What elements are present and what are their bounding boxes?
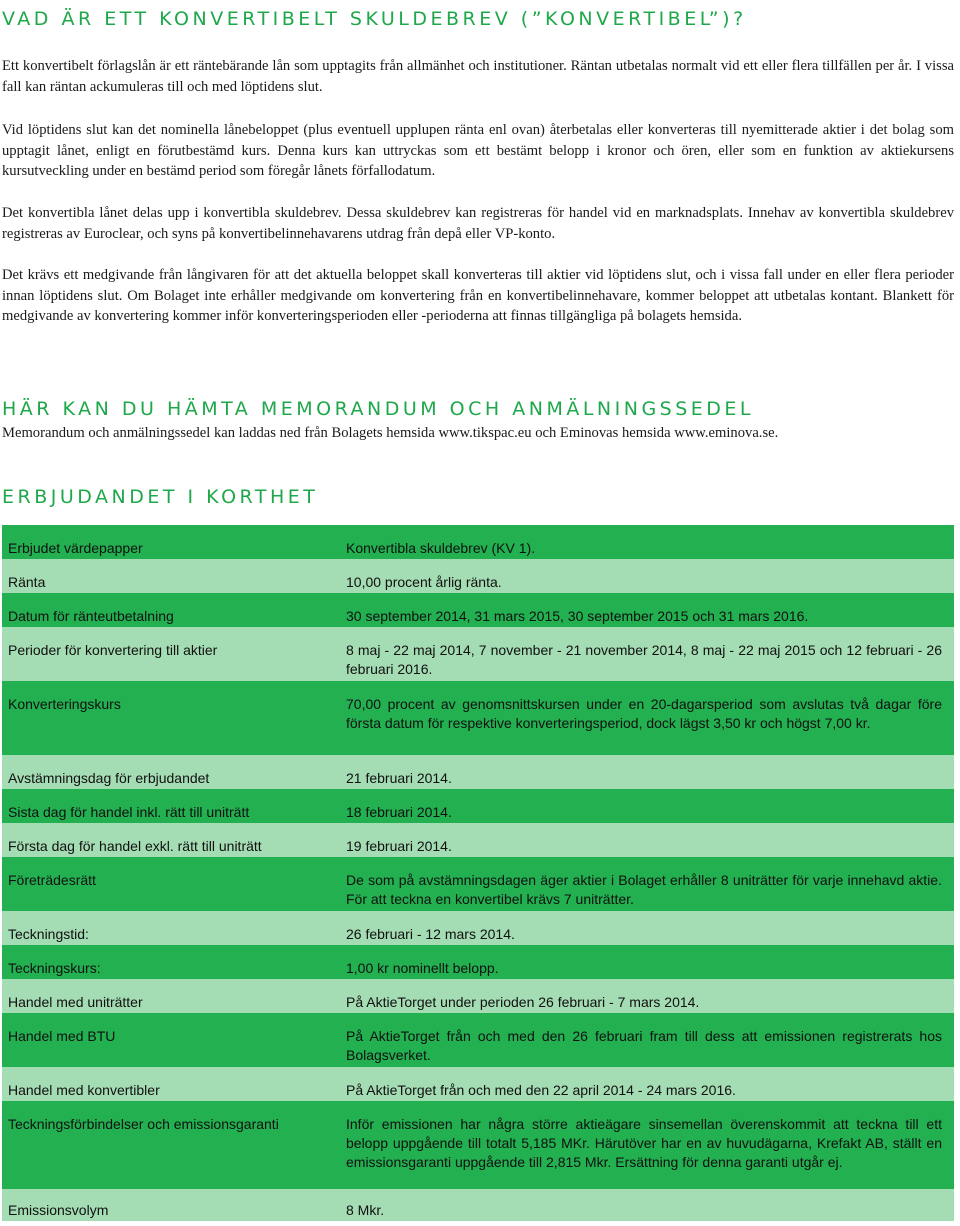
- row-label: Datum för ränteutbetalning: [8, 608, 174, 624]
- table-row: [2, 857, 954, 911]
- row-label: Handel med konvertibler: [8, 1082, 160, 1098]
- row-value: 19 februari 2014.: [346, 838, 452, 854]
- table-row: [2, 627, 954, 681]
- row-value: 1,00 kr nominellt belopp.: [346, 960, 499, 976]
- row-label: Erbjudet värdepapper: [8, 540, 143, 556]
- split-paragraph: Det konvertibla lånet delas upp i konvertibla skuldebrev. Dessa skuldebrev kan registreras för handel vid en marknadsplats. Innehav av konvertibla skuldebrev registreras av Euroclear, och syns på konvertibelinnehavarens utdrag från depå eller VP-konto.: [2, 205, 954, 242]
- row-value: På AktieTorget under perioden 26 februari - 7 mars 2014.: [346, 994, 700, 1010]
- row-value: Konvertibla skuldebrev (KV 1).: [346, 540, 536, 556]
- row-label: Företrädesrätt: [8, 872, 96, 888]
- offer-table: [2, 525, 954, 1221]
- row-value: 10,00 procent årlig ränta.: [346, 574, 502, 590]
- row-value: 8 Mkr.: [346, 1202, 385, 1218]
- table-row: [2, 1101, 954, 1189]
- row-label: Handel med BTU: [8, 1028, 116, 1044]
- row-value: 21 februari 2014.: [346, 770, 452, 786]
- row-value: På AktieTorget från och med den 26 februari fram till dess att emissionen registrerats hos Bolagsverket.: [346, 1028, 942, 1063]
- row-label: Teckningstid:: [8, 926, 89, 942]
- row-label: Perioder för konvertering till aktier: [8, 642, 218, 658]
- row-value: På AktieTorget från och med den 22 april 2014 - 24 mars 2016.: [346, 1082, 736, 1098]
- intro-paragraph: Ett konvertibelt förlagslån är ett räntebärande lån som upptagits från allmänhet och institutioner. Räntan utbetalas normalt vid ett eller flera tillfällen per år. I vissa fall kan räntan ackumuleras till och med löptidens slut.: [2, 58, 954, 95]
- table-row: [2, 1013, 954, 1067]
- table-row: [2, 559, 954, 593]
- row-value: 26 februari - 12 mars 2014.: [346, 926, 515, 942]
- row-value: 18 februari 2014.: [346, 804, 452, 820]
- row-label: Sista dag för handel inkl. rätt till uniträtt: [8, 804, 250, 820]
- row-label: Konverteringskurs: [8, 696, 121, 712]
- table-row: [2, 789, 954, 823]
- row-label: Ränta: [8, 574, 46, 590]
- table-row: [2, 823, 954, 857]
- table-row: [2, 1189, 954, 1221]
- maturity-paragraph: Vid löptidens slut kan det nominella lånebeloppet (plus eventuell upplupen ränta enl ovan) återbetalas eller konverteras till nyemitterade aktier i det bolag som upptagit lånet, enligt en förutbestämd kurs. Denna kurs kan uttryckas som ett bestämt belopp i kronor och ören, eller som en funktion av aktiekursens kursutveckling under en bestämd period som föregår lånets förfallodatum.: [2, 122, 954, 180]
- row-value: Inför emissionen har några större aktieägare sinsemellan överenskommit att teckna till ett belopp uppgående till totalt 5,185 MKr. Härutöver har en av huvudägarna, Krefakt AB, ställt en emissionsgaranti uppgående till 2,815 Mkr. Ersättning för denna garanti utgår ej.: [346, 1116, 942, 1170]
- table-row: [2, 525, 954, 559]
- table-row: [2, 945, 954, 979]
- table-row: [2, 979, 954, 1013]
- consent-paragraph: Det krävs ett medgivande från långivaren för att det aktuella beloppet skall konverteras till aktier vid löptidens slut, och i vissa fall under en eller flera perioder innan löptidens slut. Om Bolaget inte erhåller medgivande om konvertering från en konvertibelinnehavare, kommer beloppet att utbetalas kontant. Blankett för medgivande av konvertering kommer inför konverteringsperioden eller -perioderna att finnas tillgängliga på bolagets hemsida.: [2, 267, 954, 325]
- table-row: [2, 755, 954, 789]
- row-label: Första dag för handel exkl. rätt till uniträtt: [8, 838, 262, 854]
- row-value: 70,00 procent av genomsnittskursen under en 20-dagarsperiod som avslutas två dagar före första datum för respektive konverteringsperiod, dock lägst 3,50 kr och högst 7,00 kr.: [346, 696, 942, 731]
- row-label: Emissionsvolym: [8, 1202, 109, 1218]
- page-title: VAD ÄR ETT KONVERTIBELT SKULDEBREV (”KONVERTIBEL”)?: [2, 8, 747, 30]
- table-row: [2, 911, 954, 945]
- table-row: [2, 593, 954, 627]
- memo-text: Memorandum och anmälningssedel kan laddas ned från Bolagets hemsida www.tikspac.eu och Eminovas hemsida www.eminova.se.: [2, 425, 779, 441]
- row-value: 8 maj - 22 maj 2014, 7 november - 21 november 2014, 8 maj - 22 maj 2015 och 12 februari - 26 februari 2016.: [346, 642, 942, 677]
- offer-heading: ERBJUDANDET I KORTHET: [2, 486, 319, 508]
- row-label: Teckningskurs:: [8, 960, 101, 976]
- row-value: De som på avstämningsdagen äger aktier i Bolaget erhåller 8 uniträtter för varje innehavd aktie. För att teckna en konvertibel krävs 7 uniträtter.: [346, 872, 942, 907]
- table-row: [2, 681, 954, 755]
- row-label: Teckningsförbindelser och emissionsgaranti: [8, 1116, 279, 1132]
- row-label: Avstämningsdag för erbjudandet: [8, 770, 210, 786]
- table-row: [2, 1067, 954, 1101]
- row-label: Handel med uniträtter: [8, 994, 143, 1010]
- memo-heading: HÄR KAN DU HÄMTA MEMORANDUM OCH ANMÄLNINGSSEDEL: [2, 398, 755, 420]
- row-value: 30 september 2014, 31 mars 2015, 30 september 2015 och 31 mars 2016.: [346, 608, 809, 624]
